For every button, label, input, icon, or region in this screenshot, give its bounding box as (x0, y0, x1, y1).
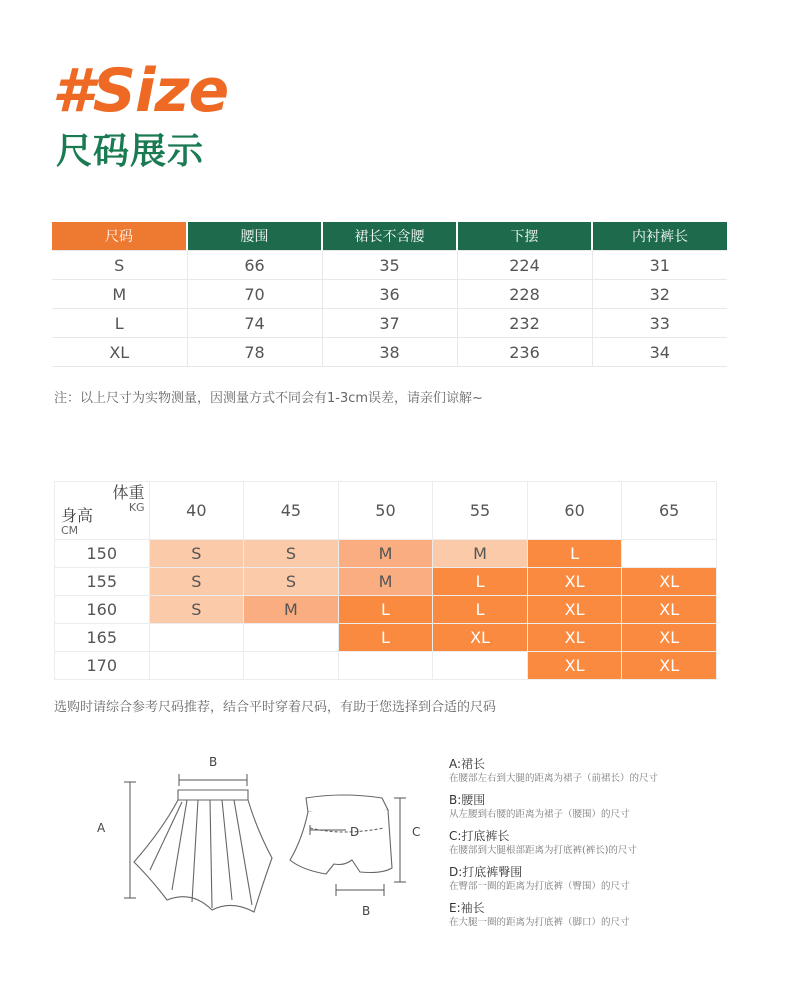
height-row (55, 596, 717, 624)
dimension-b-line (179, 774, 247, 786)
size-display-title: 尺码展示 (56, 131, 205, 172)
recommended-size-cell: S (244, 540, 339, 568)
recommended-size-cell: XL (622, 596, 717, 624)
recommended-size-cell: XL (622, 652, 717, 680)
recommended-size-cell (433, 652, 528, 680)
table-cell: 224 (457, 251, 592, 280)
dimension-b-line-shorts (336, 884, 384, 896)
recommended-size-cell: L (527, 540, 622, 568)
shorts-outline (290, 795, 392, 874)
table-cell: 35 (322, 251, 457, 280)
recommended-size-cell (244, 652, 339, 680)
dimension-a-line (124, 782, 136, 898)
table-cell: S (52, 251, 187, 280)
table-cell: 232 (457, 309, 592, 338)
weight-header-cell: 50 (338, 482, 433, 540)
legend-description: 从左腰到右腰的距离为裙子（腰围）的尺寸 (449, 809, 630, 820)
weight-header-cell: 60 (527, 482, 622, 540)
table-cell: L (52, 309, 187, 338)
legend-title: B:腰围 (449, 793, 486, 807)
table-cell: M (52, 280, 187, 309)
table-row (52, 280, 727, 309)
weight-header-cell: 40 (149, 482, 244, 540)
weight-header-cell: 45 (244, 482, 339, 540)
height-row (55, 568, 717, 596)
recommended-size-cell: XL (527, 652, 622, 680)
height-header-cell: 160 (55, 596, 150, 624)
size-table-header-cell: 裙长不含腰 (322, 222, 457, 251)
height-header-cell: 155 (55, 568, 150, 596)
table-cell: 66 (187, 251, 322, 280)
recommended-size-cell: M (244, 596, 339, 624)
recommended-size-cell: L (433, 596, 528, 624)
table-row (52, 251, 727, 280)
height-header-cell: 150 (55, 540, 150, 568)
weight-header-cell: 55 (433, 482, 528, 540)
table-cell: 31 (592, 251, 727, 280)
recommended-size-cell: XL (622, 624, 717, 652)
legend-description: 在腰部到大腿根部距离为打底裤(裤长)的尺寸 (449, 845, 637, 856)
dimension-c-label: C (412, 825, 421, 839)
skirt-outline (134, 790, 272, 912)
table-cell: 228 (457, 280, 592, 309)
size-table-body (52, 251, 727, 367)
recommended-size-cell: S (149, 568, 244, 596)
height-header-cell: 170 (55, 652, 150, 680)
recommended-size-cell (149, 652, 244, 680)
size-recommendation-table (54, 481, 717, 680)
table-cell: 78 (187, 338, 322, 367)
shorts-diagram (282, 790, 432, 920)
recommended-size-cell: S (149, 540, 244, 568)
size-table (52, 222, 727, 367)
height-header-cell: 165 (55, 624, 150, 652)
table-cell: 33 (592, 309, 727, 338)
table-row (52, 338, 727, 367)
table-cell: 70 (187, 280, 322, 309)
hash-size-title: #Size (52, 56, 229, 126)
table-cell: 32 (592, 280, 727, 309)
legend-item (449, 792, 749, 821)
weight-header-cell: 65 (622, 482, 717, 540)
table-cell: 37 (322, 309, 457, 338)
legend-description: 在大腿一圈的距离为打底裤（脚口）的尺寸 (449, 917, 630, 928)
recommended-size-cell: S (149, 596, 244, 624)
table-cell: 34 (592, 338, 727, 367)
recommended-size-cell: XL (527, 568, 622, 596)
recommended-size-cell: L (338, 596, 433, 624)
recommended-size-cell: M (338, 540, 433, 568)
table-row (52, 309, 727, 338)
recommended-size-cell: XL (527, 624, 622, 652)
table-corner-cell (55, 482, 150, 540)
table-cell: 74 (187, 309, 322, 338)
height-row (55, 540, 717, 568)
weight-unit: KG (128, 501, 145, 514)
recommended-size-cell (149, 624, 244, 652)
recommended-size-cell: L (433, 568, 528, 596)
legend-description: 在臀部一圈的距离为打底裤（臀围）的尺寸 (449, 881, 630, 892)
dimension-b-label-shorts: B (362, 904, 371, 918)
legend-item (449, 864, 749, 893)
dimension-d-label: D (350, 825, 360, 839)
recommended-size-cell: S (244, 568, 339, 596)
height-row (55, 652, 717, 680)
weight-label: 体重 (112, 483, 145, 502)
recommended-size-cell: M (433, 540, 528, 568)
dimension-c-line (394, 798, 406, 882)
legend-title: D:打底裤臀围 (449, 865, 523, 879)
recommended-size-cell: L (338, 624, 433, 652)
legend-title: A:裙长 (449, 757, 486, 771)
legend-item (449, 900, 749, 929)
table-cell: XL (52, 338, 187, 367)
table-cell: 36 (322, 280, 457, 309)
size-table-header-row (52, 222, 727, 251)
size-table-header-cell: 腰围 (187, 222, 322, 251)
weight-header-row (55, 482, 717, 540)
height-row (55, 624, 717, 652)
size-table-header-cell: 下摆 (457, 222, 592, 251)
table-cell: 38 (322, 338, 457, 367)
size-table-header-cell: 尺码 (52, 222, 187, 251)
recommended-size-cell (338, 652, 433, 680)
dimension-b-label: B (209, 755, 218, 769)
height-unit: CM (61, 524, 79, 537)
skirt-diagram (92, 750, 282, 920)
size-table-header-cell: 内衬裤长 (592, 222, 727, 251)
recommended-size-cell (622, 540, 717, 568)
recommended-size-cell: XL (527, 596, 622, 624)
legend-description: 在腰部左右到大腿的距离为裙子（前裙长）的尺寸 (449, 773, 659, 784)
recommended-size-cell: XL (622, 568, 717, 596)
dimension-a-label: A (97, 821, 106, 835)
measurement-legend (449, 756, 749, 936)
recommendation-note: 选购时请综合参考尺码推荐，结合平时穿着尺码，有助于您选择到合适的尺码 (54, 700, 497, 715)
height-label: 身高 (61, 506, 94, 525)
legend-title: C:打底裤长 (449, 829, 510, 843)
measurement-note: 注：以上尺寸为实物测量，因测量方式不同会有1-3cm误差，请亲们谅解~ (54, 391, 483, 406)
legend-item (449, 756, 749, 785)
legend-title: E:袖长 (449, 901, 485, 915)
legend-item (449, 828, 749, 857)
recommended-size-cell: M (338, 568, 433, 596)
recommended-size-cell (244, 624, 339, 652)
table-cell: 236 (457, 338, 592, 367)
recommendation-body (55, 482, 717, 680)
recommended-size-cell: XL (433, 624, 528, 652)
